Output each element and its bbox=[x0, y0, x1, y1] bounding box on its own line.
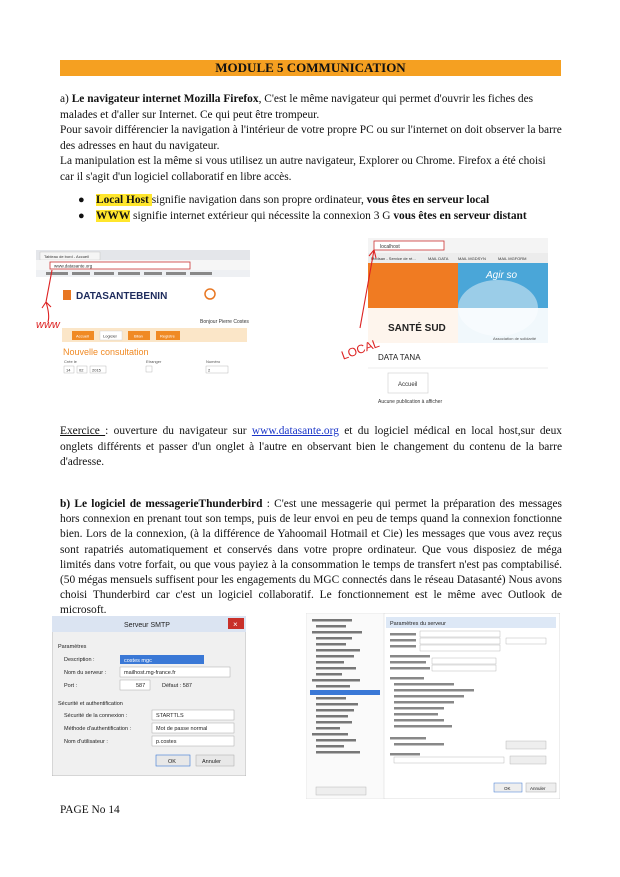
bullet-text: signifie navigation dans son propre ordinateur, bbox=[151, 194, 367, 206]
local-annotation: LOCAL bbox=[339, 335, 382, 363]
local-bookmark: MAIL MGDSYN bbox=[458, 256, 486, 261]
smtp-server-value: mailhost.mg-france.fr bbox=[124, 670, 176, 676]
smtp-auth-label: Méthode d'authentification : bbox=[64, 726, 132, 732]
smtp-cancel-label: Annuler bbox=[202, 759, 221, 765]
bullet-highlight: Local Host bbox=[96, 194, 152, 206]
datasante-logo-icon bbox=[63, 290, 71, 300]
section-a-text1: , C'est le même navigateur qui permet d'ouvrir les fiches des malades et d'aller sur Internet. Ce qui peut être trompeur. bbox=[60, 93, 534, 121]
www-date-month: 02 bbox=[79, 367, 84, 373]
page-footer: PAGE No 14 bbox=[60, 804, 120, 816]
svg-text:×: × bbox=[233, 620, 238, 629]
page-title: MODULE 5 COMMUNICATION bbox=[60, 60, 561, 76]
www-label-numero: Numéro bbox=[206, 359, 221, 364]
smtp-section-security: Sécurité et authentification bbox=[58, 701, 123, 707]
section-b-heading: b) Le logiciel de messagerieThunderbird bbox=[60, 498, 263, 510]
www-btn-logiciel: Logiciel bbox=[103, 333, 117, 339]
local-site: DATA TANA bbox=[378, 353, 421, 362]
smtp-security-value: STARTTLS bbox=[156, 713, 184, 719]
local-logo: SANTÉ SUD bbox=[388, 323, 446, 334]
smtp-window-title: Serveur SMTP bbox=[124, 622, 170, 629]
section-b-text: : C'est une messagerie qui permet la préparation des messages hors connexion en prenant tout son temps, puis de leur envoi en peu de temps quand la connexion fonctionne bien. Lors de la connexion, (à la différence de Yahoomail Hotmail et Cie) les messages que vous avez reçus sont rapatriés automatiquement et conservés dans votre propre ordinateur. Que vous disposiez de méga limités dans votre forfait, ou que vous payiez à la consommation le temps de transfert n'est pas comptabilisé.(50 mégas mensuels suffisent pour les engagements du MGC connectés dans le réseau Datasanté) Nous avons choisi Thunderbird car c'est un logiciel collaboratif. Le fonctionnement est le même avec Outlook de microsoft. bbox=[60, 498, 562, 617]
www-numero: 2 bbox=[208, 367, 211, 373]
screenshot-local-browser bbox=[338, 238, 548, 415]
exercise-colon: : ouverture du navigateur sur bbox=[105, 425, 252, 437]
local-address: localhost bbox=[380, 244, 400, 250]
bullet-bold: vous êtes en serveur local bbox=[366, 194, 490, 206]
section-b-paragraph bbox=[60, 497, 562, 619]
bullet-bold: vous êtes en serveur distant bbox=[393, 210, 527, 223]
bullet-dot-icon: ● bbox=[78, 194, 85, 206]
smtp-default-label: Défaut : 587 bbox=[162, 683, 192, 689]
www-etranger-checkbox bbox=[146, 366, 152, 372]
section-a-heading: Le navigateur internet Mozilla Firefox bbox=[71, 93, 259, 105]
www-btn-bilan: Bilan bbox=[134, 333, 143, 339]
smtp-description-label: Description : bbox=[64, 657, 95, 663]
local-message: Aucune publication à afficher bbox=[378, 399, 443, 405]
www-greeting: Bonjour Pierre Costes bbox=[200, 319, 249, 325]
smtp-security-label: Sécurité de la connexion : bbox=[64, 713, 128, 719]
section-a-label: a) bbox=[60, 93, 72, 105]
smtp-port-value: 587 bbox=[136, 683, 146, 689]
bullet-dot-icon: ● bbox=[78, 210, 85, 223]
local-tab-label: Accueil bbox=[398, 382, 418, 388]
local-bookmark: MAIL DATA bbox=[428, 256, 449, 261]
www-label-etranger: Etranger bbox=[146, 359, 162, 364]
www-date-year: 2015 bbox=[92, 367, 101, 373]
www-tab-title: Tableau de bord - Accueil bbox=[44, 254, 89, 259]
tb-panel-title: Paramètres du serveur bbox=[390, 621, 446, 627]
www-heading: Nouvelle consultation bbox=[63, 347, 149, 357]
smtp-ok-label: OK bbox=[168, 759, 176, 765]
www-btn-accueil: Accueil bbox=[76, 333, 89, 339]
bullet-www bbox=[78, 209, 538, 224]
smtp-description-value: costes mgc bbox=[124, 658, 152, 664]
www-logo: DATASANTEBENIN bbox=[76, 291, 168, 302]
smtp-auth-value: Mot de passe normal bbox=[156, 726, 208, 732]
smtp-user-value: p.costes bbox=[156, 739, 177, 745]
screenshot-smtp-dialog bbox=[52, 616, 246, 776]
www-annotation: www bbox=[36, 319, 60, 331]
local-bookmark: MAIL MGFORM bbox=[498, 256, 527, 261]
www-label-cree: Crée le bbox=[64, 359, 77, 364]
section-a-text2: Pour savoir différencier la navigation à l'intérieur de votre propre PC ou sur l'internet on doit observer la barre des adresses en haut du navigateur. bbox=[60, 124, 562, 152]
exercise-text: et du logiciel médical en local host,sur deux onglets différents et passer d'un onglet à l'autre en observant bien le changement du contenu de la barre d'adresse. bbox=[60, 425, 562, 469]
www-address: www.datasante.org bbox=[54, 263, 93, 269]
www-date-day: 14 bbox=[66, 367, 71, 373]
tb-cancel-label: Annuler bbox=[530, 786, 546, 791]
exercise-paragraph bbox=[60, 424, 562, 471]
screenshot-thunderbird-settings bbox=[306, 613, 560, 799]
local-banner-text: Agir so bbox=[486, 270, 518, 281]
tb-ok-label: OK bbox=[504, 786, 511, 791]
bullet-highlight: WWW bbox=[96, 210, 131, 223]
bullet-list bbox=[78, 193, 538, 225]
smtp-user-label: Nom d'utilisateur : bbox=[64, 739, 108, 745]
bullet-local-host bbox=[78, 193, 538, 208]
www-btn-registre: Registre bbox=[160, 333, 175, 339]
local-bookmark: Medsan - Service de ré... bbox=[371, 256, 416, 261]
smtp-port-label: Port : bbox=[64, 683, 78, 689]
section-a-text3: La manipulation est la même si vous utilisez un autre navigateur, Explorer ou Chrome. Firefox a été choisi car il s'agit d'un logiciel collaboratif en libre accès. bbox=[60, 155, 546, 183]
bullet-text: signifie internet extérieur qui nécessite la connexion 3 G bbox=[130, 210, 394, 223]
datasante-link[interactable]: www.datasante.org bbox=[251, 425, 339, 437]
screenshot-www-browser bbox=[36, 250, 250, 380]
local-association: Association de solidarité bbox=[493, 336, 537, 341]
exercise-label: Exercice bbox=[60, 425, 106, 437]
smtp-section-parametres: Paramètres bbox=[58, 644, 87, 650]
smtp-server-label: Nom du serveur : bbox=[64, 670, 107, 676]
section-a-paragraph bbox=[60, 92, 562, 186]
smtp-port-input bbox=[120, 680, 150, 690]
